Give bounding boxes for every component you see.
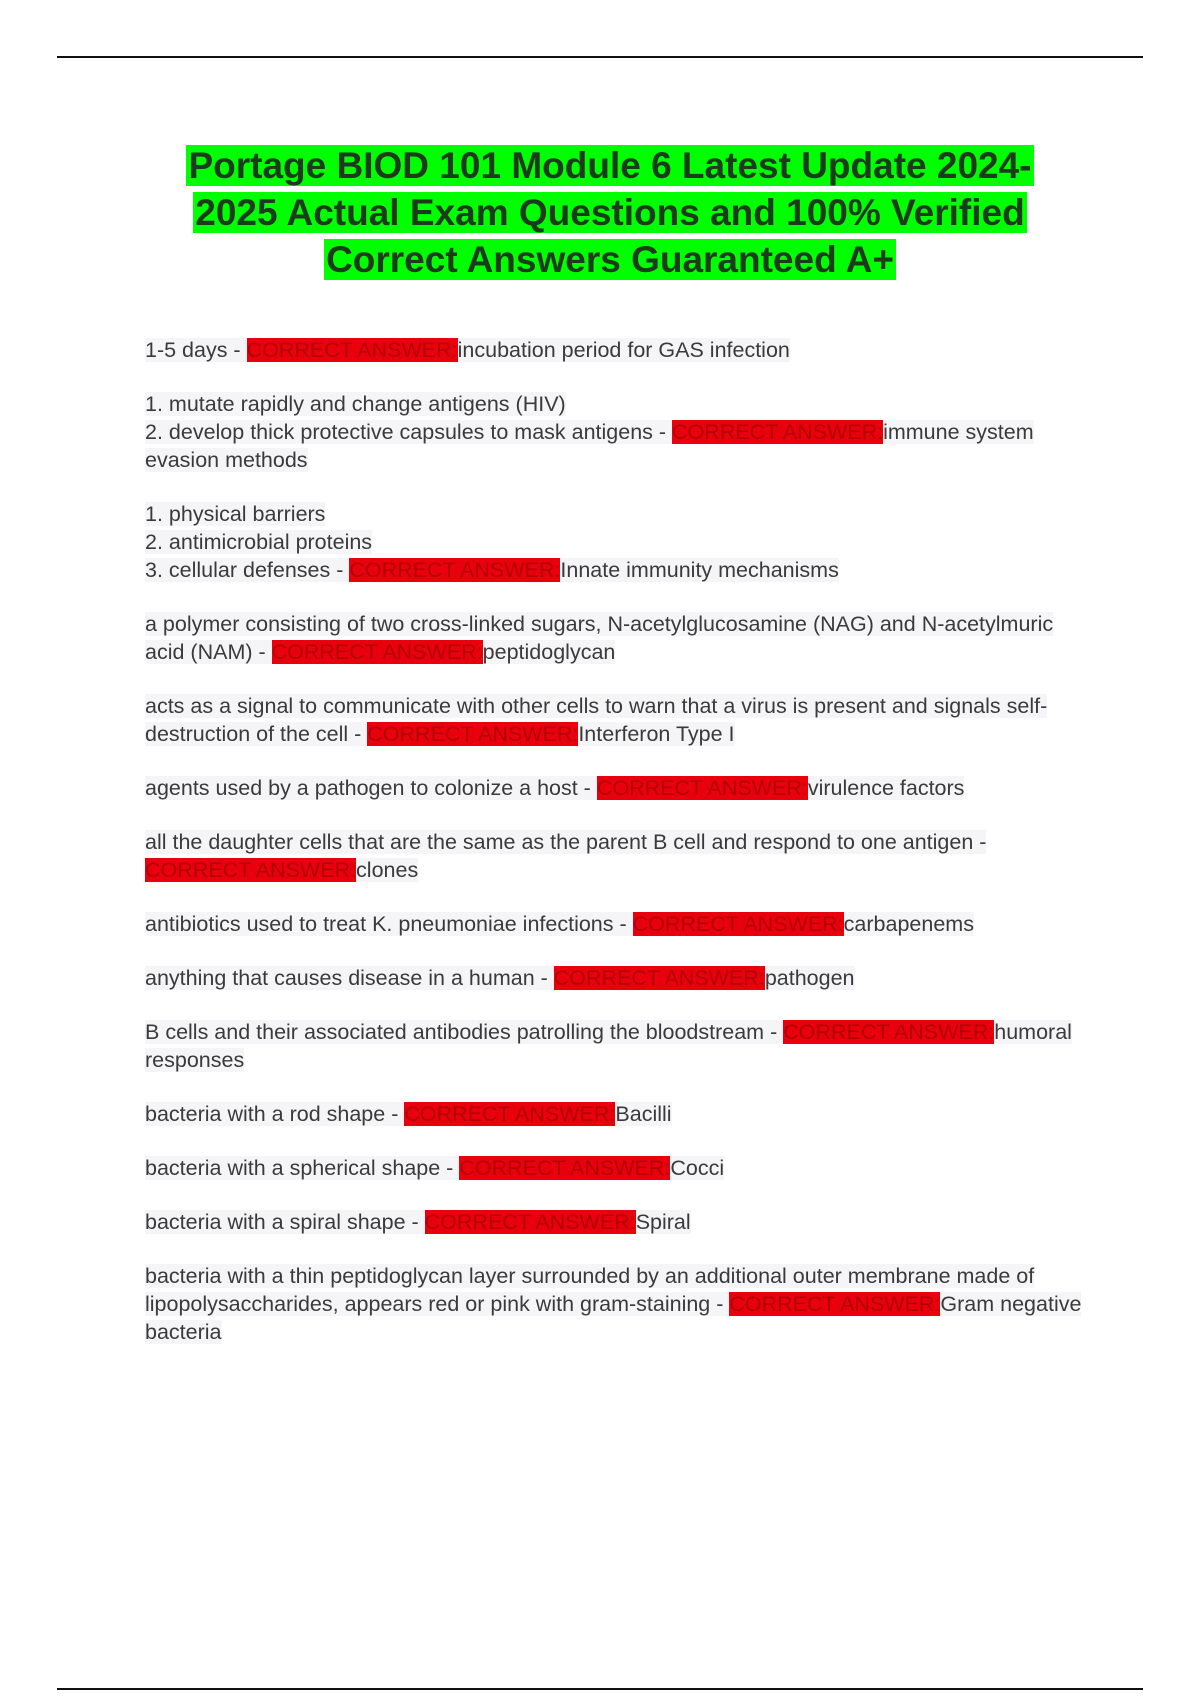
- answer-text: immune system evasion methods: [145, 420, 1034, 472]
- answer-tag: CORRECT ANSWER:: [783, 1020, 995, 1044]
- qa-item: [145, 390, 1095, 474]
- qa-item: [145, 692, 1095, 748]
- answer-tag: CORRECT ANSWER:: [632, 912, 844, 936]
- answer-tag: CORRECT ANSWER:: [459, 1156, 671, 1180]
- answer-tag: CORRECT ANSWER:: [424, 1210, 636, 1234]
- qa-item: [145, 1154, 1095, 1182]
- question-text: bacteria with a spherical shape -: [145, 1156, 460, 1180]
- question-text: a polymer consisting of two cross-linked sugars, N-acetylglucosamine (NAG) and N-acetylmuric acid (NAM) -: [145, 612, 1054, 664]
- answer-text: Cocci: [670, 1156, 725, 1180]
- answer-text: Gram negative bacteria: [145, 1292, 1082, 1344]
- title-highlight: Portage BIOD 101 Module 6 Latest Update 2024-2025 Actual Exam Questions and 100% Verified Correct Answers Guaranteed A+: [188, 145, 1032, 280]
- qa-list: [145, 336, 1095, 1372]
- question-text: agents used by a pathogen to colonize a host -: [145, 776, 597, 800]
- question-text: B cells and their associated antibodies patrolling the bloodstream -: [145, 1020, 784, 1044]
- answer-tag: CORRECT ANSWER:: [246, 338, 458, 362]
- answer-tag: CORRECT ANSWER:: [349, 558, 561, 582]
- document-title: [150, 142, 1070, 283]
- answer-text: clones: [356, 858, 419, 882]
- question-text: 1. mutate rapidly and change antigens (HIV) 2. develop thick protective capsules to mask antigens -: [145, 392, 672, 444]
- qa-item: [145, 964, 1095, 992]
- question-text: bacteria with a rod shape -: [145, 1102, 405, 1126]
- answer-text: virulence factors: [807, 776, 965, 800]
- qa-item: [145, 910, 1095, 938]
- answer-tag: CORRECT ANSWER:: [404, 1102, 616, 1126]
- answer-tag: CORRECT ANSWER:: [145, 858, 357, 882]
- answer-tag: CORRECT ANSWER:: [271, 640, 483, 664]
- question-text: anything that causes disease in a human -: [145, 966, 554, 990]
- answer-tag: CORRECT ANSWER:: [367, 722, 579, 746]
- answer-text: humoral responses: [145, 1020, 1072, 1072]
- question-text: bacteria with a thin peptidoglycan layer surrounded by an additional outer membrane made of lipopolysaccharides, appears red or pink with gram-staining -: [145, 1264, 1035, 1316]
- question-text: bacteria with a spiral shape -: [145, 1210, 425, 1234]
- qa-item: [145, 828, 1095, 884]
- answer-tag: CORRECT ANSWER:: [596, 776, 808, 800]
- question-text: all the daughter cells that are the same as the parent B cell and respond to one antigen -: [145, 830, 987, 854]
- qa-item: [145, 336, 1095, 364]
- answer-text: Spiral: [635, 1210, 691, 1234]
- answer-text: carbapenems: [843, 912, 974, 936]
- bottom-rule: [57, 1688, 1143, 1690]
- question-text: 1. physical barriers 2. antimicrobial proteins 3. cellular defenses -: [145, 502, 373, 582]
- answer-text: incubation period for GAS infection: [457, 338, 790, 362]
- answer-tag: CORRECT ANSWER:: [729, 1292, 941, 1316]
- question-text: acts as a signal to communicate with other cells to warn that a virus is present and signals self-destruction of the cell -: [145, 694, 1048, 746]
- answer-tag: CORRECT ANSWER:: [672, 420, 884, 444]
- top-rule: [57, 56, 1143, 58]
- qa-item: [145, 1262, 1095, 1346]
- answer-text: Innate immunity mechanisms: [560, 558, 839, 582]
- answer-text: Interferon Type I: [578, 722, 735, 746]
- qa-item: [145, 1208, 1095, 1236]
- answer-text: Bacilli: [615, 1102, 672, 1126]
- question-text: 1-5 days -: [145, 338, 247, 362]
- qa-item: [145, 1018, 1095, 1074]
- qa-item: [145, 774, 1095, 802]
- answer-text: peptidoglycan: [482, 640, 616, 664]
- answer-text: pathogen: [764, 966, 855, 990]
- qa-item: [145, 500, 1095, 584]
- question-text: antibiotics used to treat K. pneumoniae infections -: [145, 912, 633, 936]
- qa-item: [145, 1100, 1095, 1128]
- qa-item: [145, 610, 1095, 666]
- answer-tag: CORRECT ANSWER:: [553, 966, 765, 990]
